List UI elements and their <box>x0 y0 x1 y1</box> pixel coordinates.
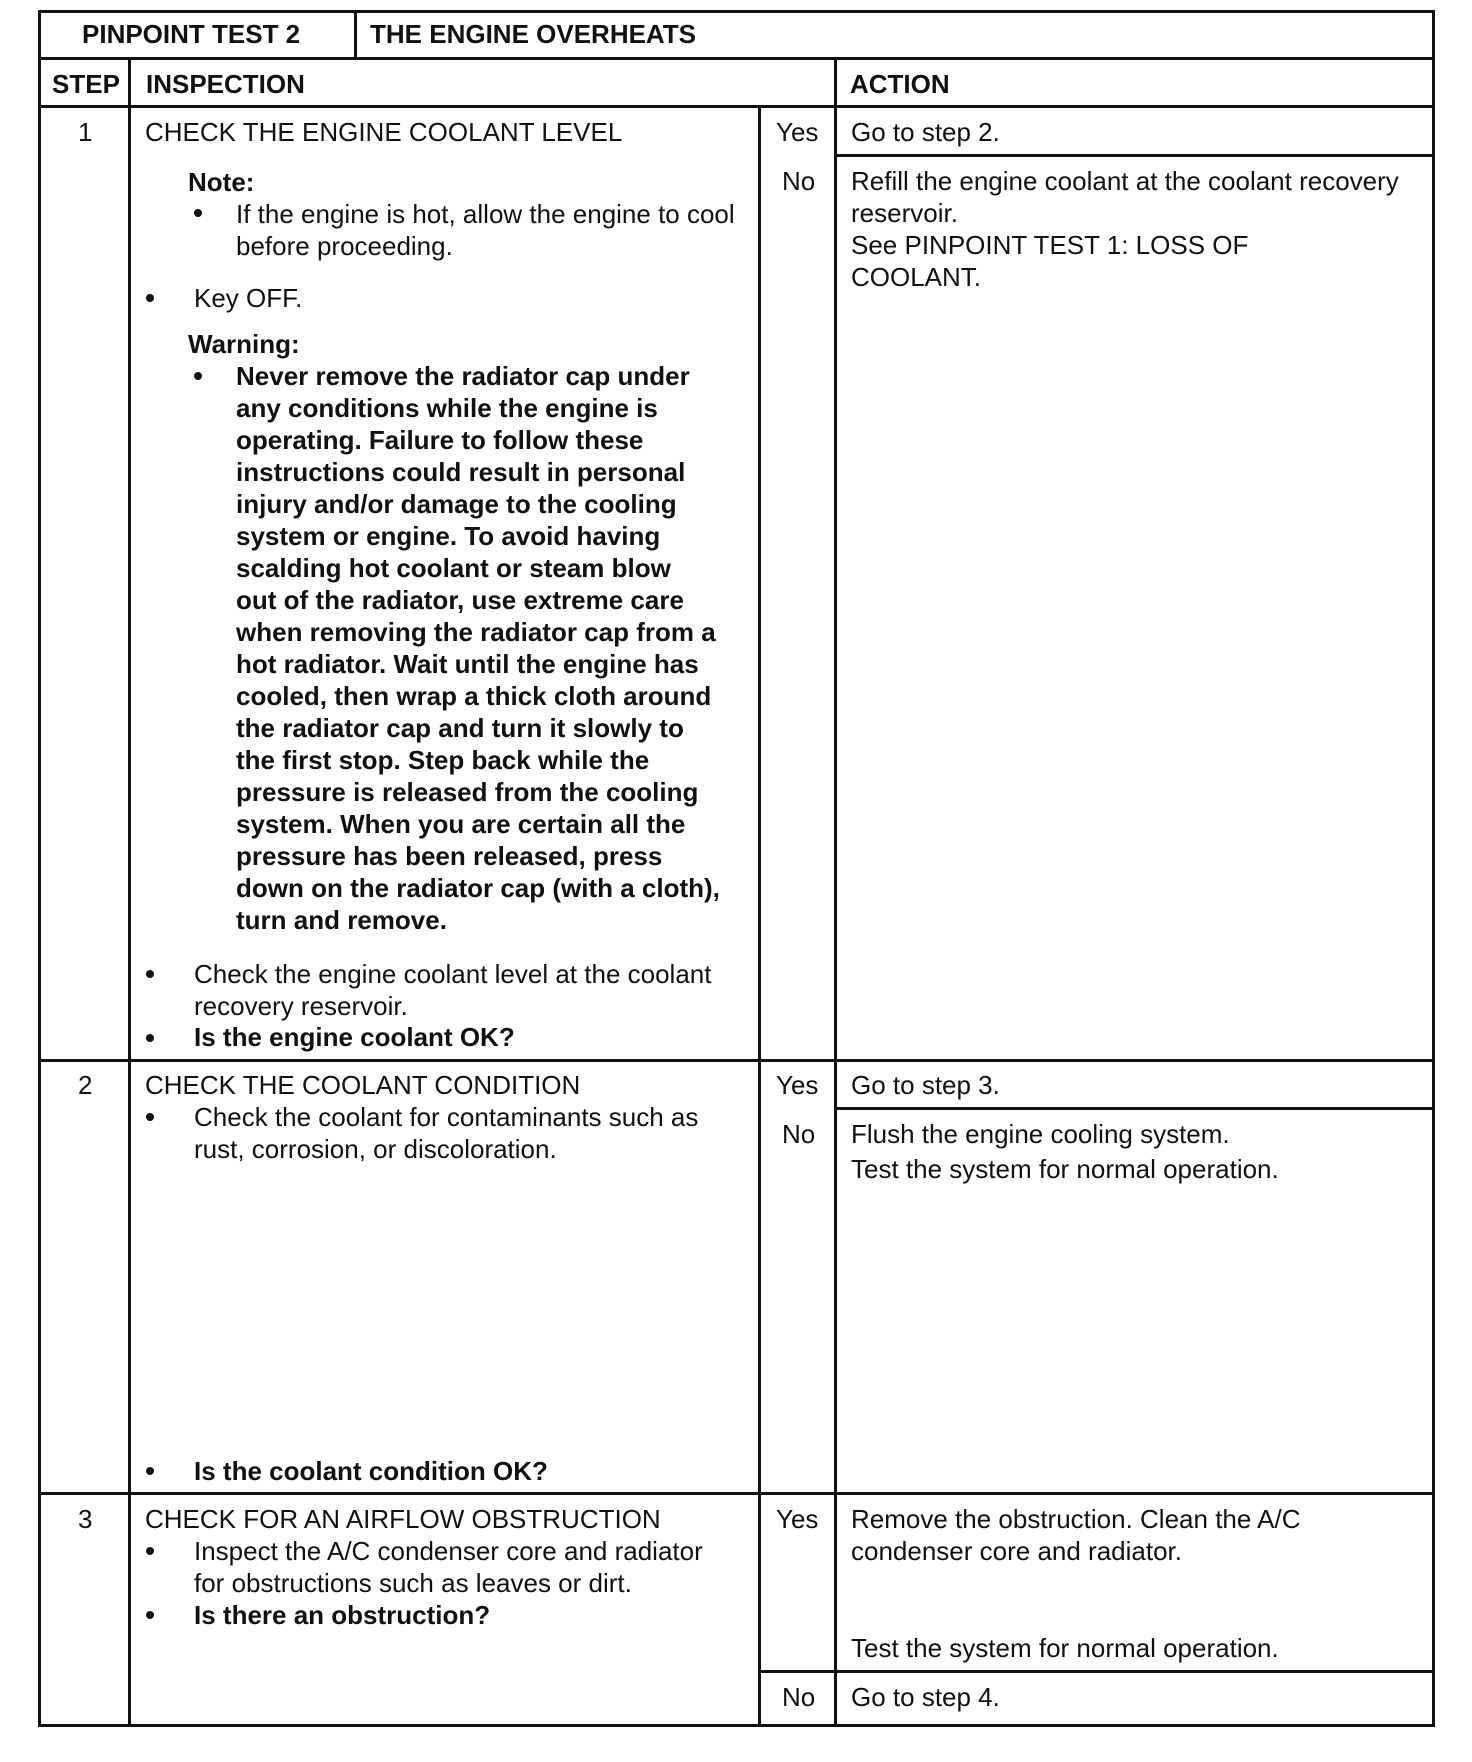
check-line: Check the engine coolant level at the coolant <box>194 959 712 989</box>
bullet-icon <box>146 1113 154 1121</box>
inspection-column-header: INSPECTION <box>146 69 305 99</box>
bullet-icon <box>194 209 202 217</box>
no-action-line: Refill the engine coolant at the coolant recovery <box>851 166 1399 196</box>
divider-step1-end <box>38 1059 1435 1062</box>
step-column-header: STEP <box>52 69 120 99</box>
check-line: recovery reservoir. <box>194 991 408 1021</box>
no-label: No <box>782 1119 816 1149</box>
yes-action: Go to step 2. <box>851 117 1000 147</box>
step-number: 1 <box>78 117 93 147</box>
bullet-icon <box>146 294 154 302</box>
test-label: PINPOINT TEST 2 <box>82 19 301 49</box>
warning-line: operating. Failure to follow these <box>236 425 644 455</box>
key-off-text: Key OFF. <box>194 283 303 313</box>
yes-action-test: Test the system for normal operation. <box>851 1633 1279 1663</box>
divider-step2-end <box>38 1492 1435 1495</box>
no-label: No <box>782 1682 816 1712</box>
warning-line: when removing the radiator cap from a <box>236 617 716 647</box>
step-title: CHECK FOR AN AIRFLOW OBSTRUCTION <box>145 1504 661 1534</box>
warning-line: any conditions while the engine is <box>236 393 658 423</box>
note-label: Note: <box>188 167 255 197</box>
check-line: Inspect the A/C condenser core and radiator <box>194 1536 703 1566</box>
check-line: Check the coolant for contaminants such as <box>194 1102 699 1132</box>
divider-step1-yes <box>836 154 1435 157</box>
warning-line: the first stop. Step back while the <box>236 745 650 775</box>
warning-line: pressure has been released, press <box>236 841 663 871</box>
no-action-line: Flush the engine cooling system. <box>851 1119 1230 1149</box>
bullet-icon <box>146 1547 154 1555</box>
step-number: 3 <box>78 1504 93 1534</box>
step-col-divider <box>128 57 131 1727</box>
warning-line: hot radiator. Wait until the engine has <box>236 649 699 679</box>
divider-columns <box>38 105 1435 108</box>
no-action-line: Test the system for normal operation. <box>851 1154 1279 1184</box>
question-text: Is there an obstruction? <box>194 1600 491 1630</box>
divider-step2-yes <box>836 1107 1435 1110</box>
warning-line: turn and remove. <box>236 905 447 935</box>
step-title: CHECK THE COOLANT CONDITION <box>145 1070 581 1100</box>
bullet-icon <box>194 372 202 380</box>
yesno-col-left <box>758 105 761 1727</box>
header-divider-v <box>354 10 357 57</box>
warning-line: cooled, then wrap a thick cloth around <box>236 681 712 711</box>
question-text: Is the coolant condition OK? <box>194 1456 548 1486</box>
step-title: CHECK THE ENGINE COOLANT LEVEL <box>145 117 623 147</box>
yes-label: Yes <box>776 117 819 147</box>
no-action-line: See PINPOINT TEST 1: LOSS OF <box>851 230 1249 260</box>
note-line: before proceeding. <box>236 231 453 261</box>
warning-line: the radiator cap and turn it slowly to <box>236 713 684 743</box>
no-action-line: reservoir. <box>851 198 958 228</box>
action-column-header: ACTION <box>850 69 950 99</box>
yes-label: Yes <box>776 1070 819 1100</box>
question-text: Is the engine coolant OK? <box>194 1022 515 1052</box>
yes-label: Yes <box>776 1504 819 1534</box>
warning-line: down on the radiator cap (with a cloth), <box>236 873 720 903</box>
warning-line: Never remove the radiator cap under <box>236 361 690 391</box>
bullet-icon <box>146 1467 154 1475</box>
warning-line: out of the radiator, use extreme care <box>236 585 684 615</box>
divider-step3-yes <box>758 1670 1435 1673</box>
note-line: If the engine is hot, allow the engine to cool <box>236 199 735 229</box>
yes-action: Go to step 3. <box>851 1070 1000 1100</box>
no-action-line: COOLANT. <box>851 262 982 292</box>
check-line: for obstructions such as leaves or dirt. <box>194 1568 632 1598</box>
no-label: No <box>782 166 816 196</box>
yes-action-line: Remove the obstruction. Clean the A/C <box>851 1504 1301 1534</box>
divider-header <box>38 57 1435 60</box>
bullet-icon <box>146 1034 154 1042</box>
step-number: 2 <box>78 1070 93 1100</box>
warning-line: system or engine. To avoid having <box>236 521 661 551</box>
bullet-icon <box>146 970 154 978</box>
test-title: THE ENGINE OVERHEATS <box>370 19 697 49</box>
check-line: rust, corrosion, or discoloration. <box>194 1134 557 1164</box>
warning-line: system. When you are certain all the <box>236 809 686 839</box>
warning-line: injury and/or damage to the cooling <box>236 489 677 519</box>
warning-line: scalding hot coolant or steam blow <box>236 553 671 583</box>
warning-line: instructions could result in personal <box>236 457 686 487</box>
warning-line: pressure is released from the cooling <box>236 777 699 807</box>
yes-action-line: condenser core and radiator. <box>851 1536 1182 1566</box>
bullet-icon <box>146 1611 154 1619</box>
warning-label: Warning: <box>188 329 300 359</box>
action-col-left <box>834 57 837 1727</box>
no-action: Go to step 4. <box>851 1682 1000 1712</box>
